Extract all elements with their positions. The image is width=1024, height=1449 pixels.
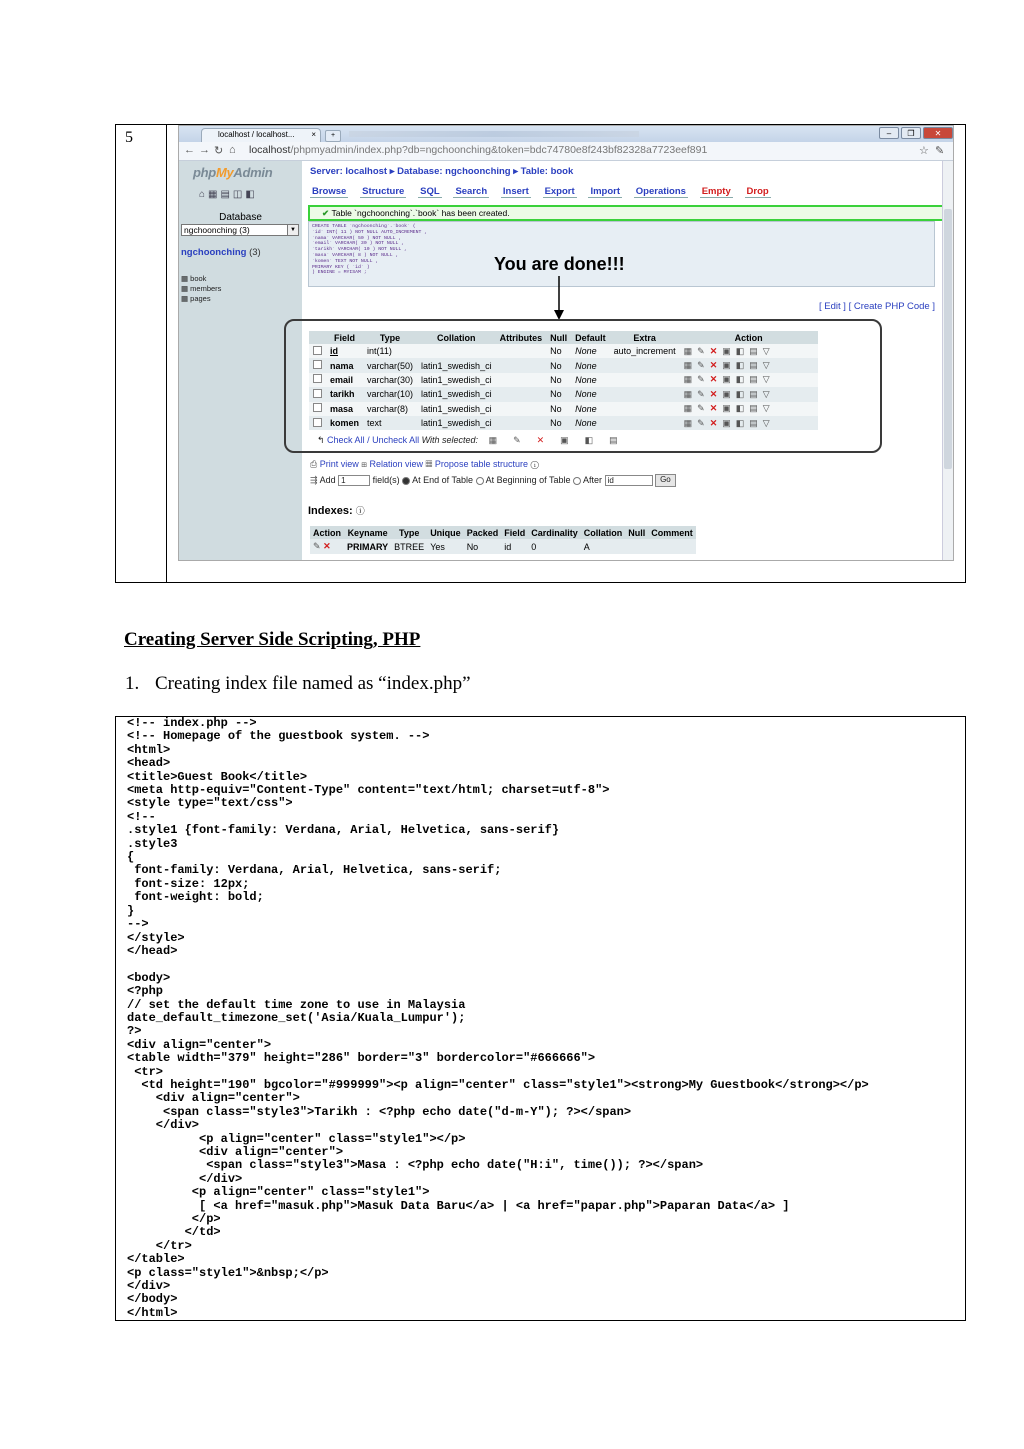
field-default: None bbox=[571, 344, 610, 358]
at-end-label: At End of Table bbox=[412, 474, 474, 485]
database-link[interactable] bbox=[181, 247, 261, 258]
address-bar bbox=[179, 142, 953, 161]
row-checkbox[interactable] bbox=[313, 389, 322, 398]
field-extra bbox=[610, 373, 680, 387]
row-checkbox[interactable] bbox=[313, 418, 322, 427]
table-link-members[interactable]: ▦ members bbox=[181, 284, 222, 293]
field-collation: latin1_swedish_ci bbox=[417, 402, 496, 416]
field-attributes bbox=[496, 416, 547, 430]
table-row bbox=[310, 539, 696, 554]
table-row bbox=[309, 387, 818, 401]
browser-tab-bar bbox=[179, 126, 953, 142]
field-name: nama bbox=[326, 358, 363, 372]
wrench-icon[interactable]: ✎ bbox=[935, 145, 945, 157]
field-type: varchar(10) bbox=[363, 387, 417, 401]
field-null: No bbox=[546, 416, 571, 430]
structure-header-row bbox=[309, 331, 818, 344]
sql-line: `tarikh` VARCHAR( 10 ) NOT NULL , bbox=[312, 247, 407, 253]
row-action-icons[interactable]: ▦✎✕▣◧▤▽ bbox=[680, 387, 818, 401]
blurred-tabs bbox=[349, 131, 639, 137]
index-keyname: PRIMARY bbox=[344, 539, 391, 554]
annotation-text: You are done!!! bbox=[494, 254, 625, 274]
header-cell: Collation bbox=[581, 526, 626, 539]
reload-icon[interactable]: ↻ bbox=[214, 145, 224, 157]
field-name: id bbox=[326, 344, 363, 358]
tab-operations[interactable]: Operations bbox=[635, 186, 686, 197]
field-null: No bbox=[546, 402, 571, 416]
sql-line: `id` INT( 11 ) NOT NULL AUTO_INCREMENT , bbox=[312, 229, 428, 235]
index-cardinality: 0 bbox=[528, 539, 581, 554]
structure-table bbox=[309, 331, 818, 430]
print-icon: ⎙ bbox=[310, 459, 318, 469]
database-table-count: (3) bbox=[249, 247, 261, 258]
field-extra bbox=[610, 358, 680, 372]
new-tab-button[interactable]: + bbox=[325, 130, 341, 142]
table-row bbox=[309, 373, 818, 387]
at-beginning-label: At Beginning of Table bbox=[485, 474, 571, 485]
header-cell: Extra bbox=[610, 331, 680, 344]
field-default: None bbox=[571, 373, 610, 387]
sql-line: `komen` TEXT NOT NULL , bbox=[312, 258, 379, 264]
row-action-icons[interactable]: ▦✎✕▣◧▤▽ bbox=[680, 402, 818, 416]
add-field-icon: ⇶ bbox=[310, 474, 318, 485]
scrollbar[interactable] bbox=[942, 161, 953, 561]
field-attributes bbox=[496, 402, 547, 416]
field-null: No bbox=[546, 358, 571, 372]
logo-my: My bbox=[215, 165, 234, 180]
row-action-icons[interactable]: ▦✎✕▣◧▤▽ bbox=[680, 373, 818, 387]
after-label: After bbox=[583, 474, 603, 485]
field-collation: latin1_swedish_ci bbox=[417, 373, 496, 387]
step-line-text: Creating index file named as “index.php” bbox=[155, 673, 471, 694]
url-path: /phpmyadmin/index.php?db=ngchoonching&token=bdc74780e8f243bf82328a7723eef891 bbox=[290, 144, 708, 156]
code-box bbox=[115, 716, 966, 1321]
tab-insert[interactable]: Insert bbox=[502, 186, 529, 197]
row-action-icons[interactable]: ▦✎✕▣◧▤▽ bbox=[680, 416, 818, 430]
code-listing: <!-- index.php --> <!-- Homepage of the guestbook system. --> <html> <head> <title>Guest Book</title> <meta http-equiv="Content-Type" content="text/html; charset=utf-8"> <style type="text/css"> <!-- .style1 {font-family: Verdana, Arial, Helvetica, sans-serif} .style3 { font-family: Verdana, Arial, Helvetica, sans-serif; font-size: 12px; font-weight: bold; } --> </style> </head> <body> <?php // set the default time zone to use in Malaysia date_default_timezone_set('Asia/Kuala_Lumpur'); ?> <div align="center"> <table width="379" height="286" border="3" bordercolor="#666666"> <tr> <td height="190" bgcolor="#999999"><p align="center" class="style1"><strong>My Guestbook</strong></p> <div align="center"> <span class="style3">Tarikh : <?php echo date("d-m-Y"); ?></span> </div> <p align="center" class="style1"></p> <div align="center"> <span class="style3">Masa : <?php echo date("H:i", time()); ?></span> </div> <p align="center" class="style1"> [ <a href="masuk.php">Masuk Data Baru</a> | <a href="papar.php">Paparan Data</a> ] </p> </td> </tr> </table> <p class="style1">&nbsp;</p> </div> </body> </html> bbox=[127, 716, 869, 1320]
sql-line: `masa` VARCHAR( 8 ) NOT NULL , bbox=[312, 252, 399, 258]
field-type: text bbox=[363, 416, 417, 430]
section-heading: Creating Server Side Scripting, PHP bbox=[124, 629, 421, 650]
star-icon[interactable]: ☆ bbox=[919, 145, 929, 157]
relation-view-link[interactable]: Relation view bbox=[369, 459, 424, 469]
header-cell bbox=[309, 331, 326, 344]
tab-close-icon[interactable]: × bbox=[311, 130, 316, 139]
table-link-label: pages bbox=[190, 294, 211, 303]
after-radio[interactable] bbox=[573, 477, 581, 485]
tab-structure[interactable]: Structure bbox=[362, 186, 405, 197]
field-name: email bbox=[326, 373, 363, 387]
help-icon[interactable]: ⓘ bbox=[530, 459, 539, 469]
header-cell: Field bbox=[501, 526, 528, 539]
row-action-icons[interactable]: ▦✎✕▣◧▤▽ bbox=[680, 358, 818, 372]
field-extra: auto_increment bbox=[610, 344, 680, 358]
field-default: None bbox=[571, 358, 610, 372]
index-unique: Yes bbox=[427, 539, 464, 554]
field-type: varchar(8) bbox=[363, 402, 417, 416]
add-label: Add bbox=[319, 474, 336, 485]
logo-php: php bbox=[193, 165, 216, 180]
field-extra bbox=[610, 416, 680, 430]
indexes-title-text: Indexes: bbox=[308, 505, 353, 517]
back-icon[interactable]: ← bbox=[184, 144, 195, 156]
indexes-table bbox=[310, 526, 696, 554]
field-type: varchar(50) bbox=[363, 358, 417, 372]
database-name: ngchoonching bbox=[181, 247, 247, 258]
header-cell: Action bbox=[310, 526, 344, 539]
field-collation: latin1_swedish_ci bbox=[417, 416, 496, 430]
table-tools-row bbox=[310, 459, 539, 470]
header-cell: Keyname bbox=[344, 526, 391, 539]
bulk-action-icons[interactable]: ▦✎✕▣◧▤ bbox=[488, 435, 634, 445]
at-beginning-radio[interactable] bbox=[476, 477, 484, 485]
check-icon: ✔ bbox=[322, 208, 332, 218]
row-checkbox[interactable] bbox=[313, 346, 322, 355]
propose-structure-link[interactable]: Propose table structure bbox=[434, 459, 528, 469]
pma-tabs bbox=[310, 186, 950, 200]
header-cell: Action bbox=[680, 331, 818, 344]
success-notice bbox=[308, 205, 954, 221]
fields-label: field(s) bbox=[372, 474, 400, 485]
tab-empty[interactable]: Empty bbox=[701, 186, 731, 197]
header-cell: Cardinality bbox=[528, 526, 581, 539]
header-cell: Default bbox=[571, 331, 610, 344]
field-collation bbox=[417, 344, 496, 358]
field-null: No bbox=[546, 387, 571, 401]
field-name: tarikh bbox=[326, 387, 363, 401]
header-cell[interactable]: Field bbox=[326, 331, 363, 344]
browser-screenshot bbox=[178, 125, 954, 561]
field-collation: latin1_swedish_ci bbox=[417, 387, 496, 401]
index-packed: No bbox=[464, 539, 502, 554]
check-all-link[interactable]: Check All / Uncheck All bbox=[327, 435, 420, 445]
header-cell: Collation bbox=[417, 331, 496, 344]
field-default: None bbox=[571, 402, 610, 416]
url-field[interactable] bbox=[249, 144, 707, 156]
tab-drop[interactable]: Drop bbox=[746, 186, 769, 197]
table-link-label: members bbox=[190, 284, 222, 293]
step-line-number: 1. bbox=[125, 673, 140, 694]
database-select[interactable] bbox=[181, 224, 299, 236]
browser-tab[interactable] bbox=[201, 128, 321, 142]
table-row bbox=[309, 358, 818, 372]
relation-icon: ⊞ bbox=[361, 459, 367, 469]
header-cell: Attributes bbox=[496, 331, 547, 344]
field-attributes bbox=[496, 344, 547, 358]
index-collation: A bbox=[581, 539, 626, 554]
minimize-button[interactable]: – bbox=[879, 127, 899, 139]
forward-icon[interactable]: → bbox=[199, 144, 210, 156]
maximize-button[interactable]: ❐ bbox=[901, 127, 921, 139]
at-end-radio[interactable] bbox=[402, 477, 410, 485]
logo-admin: Admin bbox=[233, 165, 273, 180]
annotation-arrow bbox=[549, 276, 569, 321]
sql-line: PRIMARY KEY ( `id` ) bbox=[312, 264, 370, 270]
tab-browse[interactable]: Browse bbox=[312, 186, 347, 197]
field-null: No bbox=[546, 344, 571, 358]
add-count-input[interactable]: 1 bbox=[338, 475, 370, 486]
header-cell: Null bbox=[625, 526, 648, 539]
field-null: No bbox=[546, 373, 571, 387]
notice-text: Table `ngchoonching`.`book` has been created. bbox=[331, 208, 510, 218]
return-arrow-icon: ↰ bbox=[317, 435, 328, 445]
pma-breadcrumb[interactable]: Server: localhost ▸ Database: ngchoonching ▸ Table: book bbox=[310, 166, 574, 177]
field-default: None bbox=[571, 387, 610, 401]
database-label: Database bbox=[219, 212, 262, 223]
field-type: varchar(30) bbox=[363, 373, 417, 387]
field-type: int(11) bbox=[363, 344, 417, 358]
sql-line: `email` VARCHAR( 30 ) NOT NULL , bbox=[312, 241, 405, 247]
propose-icon: ▦ bbox=[425, 459, 433, 469]
sql-line: `nama` VARCHAR( 50 ) NOT NULL , bbox=[312, 235, 402, 241]
indexes-header-row bbox=[310, 526, 696, 539]
row-checkbox[interactable] bbox=[313, 360, 322, 369]
table-link-label: book bbox=[190, 274, 207, 283]
field-name: masa bbox=[326, 402, 363, 416]
table-row bbox=[309, 402, 818, 416]
header-cell: Type bbox=[391, 526, 427, 539]
chevron-down-icon: ▼ bbox=[287, 225, 298, 235]
index-comment bbox=[648, 539, 696, 554]
header-cell: Null bbox=[546, 331, 571, 344]
field-extra bbox=[610, 387, 680, 401]
field-default: None bbox=[571, 416, 610, 430]
drop-icon[interactable]: ✕ bbox=[323, 541, 331, 551]
field-collation: latin1_swedish_ci bbox=[417, 358, 496, 372]
field-attributes bbox=[496, 358, 547, 372]
tab-search[interactable]: Search bbox=[455, 186, 488, 197]
field-attributes bbox=[496, 373, 547, 387]
table-link-pages[interactable]: ▦ pages bbox=[181, 294, 211, 303]
help-icon[interactable]: ⓘ bbox=[355, 506, 365, 516]
field-extra bbox=[610, 402, 680, 416]
sql-line: ) ENGINE = MYISAM ; bbox=[312, 270, 367, 276]
header-cell: Unique bbox=[427, 526, 464, 539]
table-row bbox=[309, 344, 818, 358]
step-line bbox=[125, 673, 471, 695]
tab-import[interactable]: Import bbox=[590, 186, 620, 197]
indexes-title bbox=[308, 504, 365, 517]
step-number: 5 bbox=[116, 125, 167, 582]
tab-export[interactable]: Export bbox=[544, 186, 575, 197]
check-all-row bbox=[317, 435, 634, 446]
edit-links[interactable]: [ Edit ] [ Create PHP Code ] bbox=[819, 301, 935, 312]
index-null bbox=[625, 539, 648, 554]
print-view-link[interactable]: Print view bbox=[319, 459, 359, 469]
index-type: BTREE bbox=[391, 539, 427, 554]
header-cell: Comment bbox=[648, 526, 696, 539]
row-action-icons[interactable]: ▦✎✕▣◧▤▽ bbox=[680, 344, 818, 358]
home-icon[interactable]: ⌂ bbox=[229, 144, 236, 156]
go-button[interactable]: Go bbox=[655, 474, 676, 487]
with-selected-label: With selected: bbox=[421, 435, 479, 445]
row-checkbox[interactable] bbox=[313, 374, 322, 383]
sql-line: CREATE TABLE `ngchoonching`.`book` ( bbox=[312, 224, 416, 229]
add-field-row bbox=[310, 474, 676, 487]
edit-icon[interactable]: ✎ bbox=[313, 541, 321, 551]
database-select-value: ngchoonching (3) bbox=[184, 225, 250, 235]
window-close-button[interactable]: ✕ bbox=[923, 127, 953, 139]
after-field-select[interactable]: id bbox=[605, 475, 653, 486]
scrollbar-thumb[interactable] bbox=[944, 209, 952, 469]
url-host: localhost bbox=[249, 144, 291, 156]
row-checkbox[interactable] bbox=[313, 403, 322, 412]
table-link-book[interactable]: ▦ book bbox=[181, 274, 207, 283]
field-attributes bbox=[496, 387, 547, 401]
phpmyadmin-logo[interactable] bbox=[193, 165, 272, 180]
header-cell: Packed bbox=[464, 526, 502, 539]
table-row bbox=[309, 416, 818, 430]
field-name: komen bbox=[326, 416, 363, 430]
index-actions[interactable] bbox=[310, 539, 344, 554]
tab-sql[interactable]: SQL bbox=[420, 186, 440, 197]
index-field: id bbox=[501, 539, 528, 554]
header-cell: Type bbox=[363, 331, 417, 344]
left-toolbar-icons[interactable]: ⌂▦▤◫◧ bbox=[199, 189, 258, 200]
tab-title: localhost / localhost... bbox=[218, 130, 295, 139]
